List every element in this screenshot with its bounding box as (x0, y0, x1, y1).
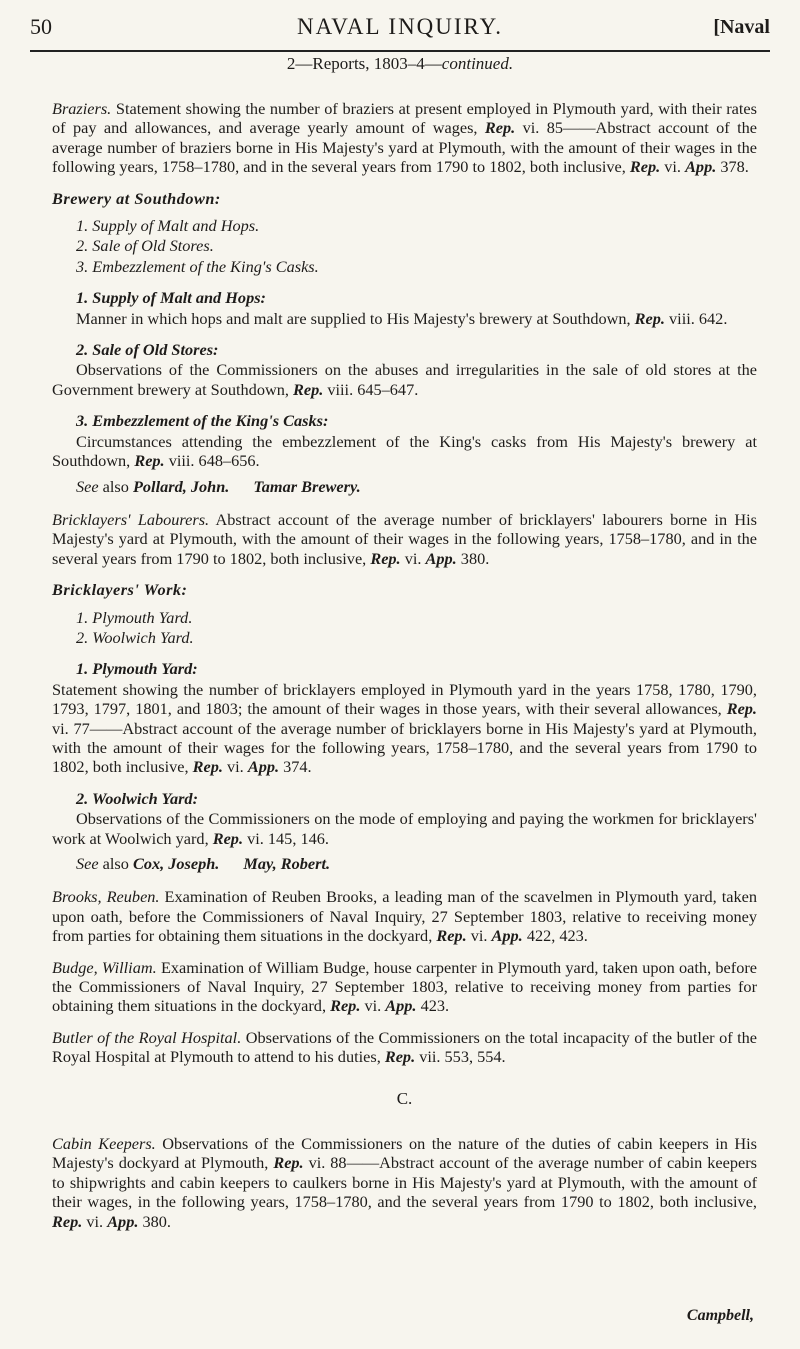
see-link[interactable]: Cox, Joseph. (132, 854, 220, 873)
entry-plymouth-yard: Statement showing the number of bricklayers employed in Plymouth yard in the years 1758, 1780, 1790, 1793, 1797, 1801, and 1803; the amount of their wages in those years, with their several allowances, Rep. vi. 77——Abstract account of the average number of bricklayers borne in His Majesty's yard at Plymouth, with the amount of their wages for the following years, 1758–1780, and the several years from 1790 to 1802, both inclusive, Rep. vi. App. 374. (52, 679, 757, 777)
page-number: 50 (30, 14, 52, 39)
entry-budge-william: Budge, William. Examination of William Budge, house carpenter in Plymouth yard, taken upon oath, before the Commissioners of Naval Inquiry, 27 September 1803, relative to receiving money from parties for obtaining them situations in the dockyard, Rep. vi. App. 423. (52, 957, 757, 1016)
entry-cabin-keepers: Cabin Keepers. Observations of the Commissioners on the nature of the duties of cabin keepers in His Majesty's dockyard at Plymouth, Rep. vi. 88——Abstract account of the average number of cabin keepers to shipwrights and cabin keepers to caulkers borne in His Majesty's yard at Plymouth, with the amount of their wages, in the following years, 1758–1780, and the several years from 1790 to 1802, both inclusive, Rep. vi. App. 380. (52, 1134, 758, 1231)
entry-butler-royal-hospital: Butler of the Royal Hospital. Observations of the Commissioners on the total incapacity of the butler of the Royal Hospital at Plymouth to attend to his duties, Rep. vii. 553, 554. (52, 1027, 757, 1067)
list-item: 2. Sale of Old Stores. (76, 236, 214, 256)
entry-brooks-reuben: Brooks, Reuben. Examination of Reuben Brooks, a leading man of the scavelmen in Plymouth yard, taken upon oath, before the Commissioners of Naval Inquiry, 27 September 1803, relative to receiving money from parties for obtaining them situations in the dockyard, Rep. vi. App. 422, 423. (52, 887, 757, 946)
index-content (52, 99, 757, 1243)
subheading-woolwich-yard: 2. Woolwich Yard: (76, 788, 198, 808)
list-item: 3. Embezzlement of the King's Casks. (76, 256, 319, 276)
letter-heading-c: C. (396, 1088, 413, 1108)
entry-braziers: Braziers. Statement showing the number of braziers at present employed in Plymouth yard, with their rates of pay and allowances, and average yearly amount of wages, Rep. vi. 85——Abstract account of the average number of braziers borne in His Majesty's yard at Plymouth, with the amount of their wages in the following years, 1758–1780, and in the several years from 1790 to 1802, both inclusive, Rep. vi. App. 378. (52, 99, 757, 177)
subheading-supply: 1. Supply of Malt and Hops: (76, 288, 266, 308)
see-also-bricklayers: See also Cox, Joseph. May, Robert. (76, 854, 331, 873)
list-item: 2. Woolwich Yard. (76, 627, 194, 647)
heading-bricklayers-work: Bricklayers' Work: (52, 580, 188, 600)
see-link[interactable]: Pollard, John. (132, 476, 230, 496)
entry-bricklayers-labourers: Bricklayers' Labourers. Abstract account of the average number of bricklayers' labourers borne in His Majesty's yard at Plymouth, with the amount of their wages in the following years, 1758–1780, and in the several years from 1790 to 1802, both inclusive, Rep. vi. App. 380. (52, 509, 757, 568)
section-tag: [Naval (713, 16, 770, 38)
entry-woolwich-yard: Observations of the Commissioners on the mode of employing and paying the workmen for bricklayers' work at Woolwich yard, Rep. vi. 145, 146. (52, 809, 757, 848)
see-link[interactable]: May, Robert. (243, 854, 331, 873)
list-item: 1. Supply of Malt and Hops. (76, 216, 260, 236)
see-link[interactable]: Tamar Brewery. (253, 476, 361, 496)
entry-embezzlement: Circumstances attending the embezzlement of the King's casks from His Majesty's brewery at Southdown, Rep. viii. 648–656. (52, 431, 757, 471)
subheading-old-stores: 2. Sale of Old Stores: (76, 340, 219, 360)
entry-supply-malt-hops: Manner in which hops and malt are supplied to His Majesty's brewery at Southdown, Rep. viii. 642. (76, 308, 728, 328)
header-rule (30, 50, 770, 52)
page-header (30, 14, 770, 48)
list-item: 1. Plymouth Yard. (76, 607, 193, 627)
heading-brewery: Brewery at Southdown: (52, 188, 221, 208)
entry-sale-old-stores: Observations of the Commissioners on the abuses and irregularities in the sale of old stores at the Government brewery at Southdown, Rep. viii. 645–647. (52, 360, 757, 399)
see-also-brewery: See also Pollard, John. Tamar Brewery. (76, 476, 361, 496)
running-title: NAVAL INQUIRY. (296, 14, 504, 39)
subheading-plymouth-yard: 1. Plymouth Yard: (76, 659, 198, 679)
catchword: Campbell, (686, 1307, 754, 1324)
subheading-embezzlement: 3. Embezzlement of the King's Casks: (76, 411, 329, 431)
section-subtitle: 2—Reports, 1803–4—continued. (286, 54, 514, 73)
